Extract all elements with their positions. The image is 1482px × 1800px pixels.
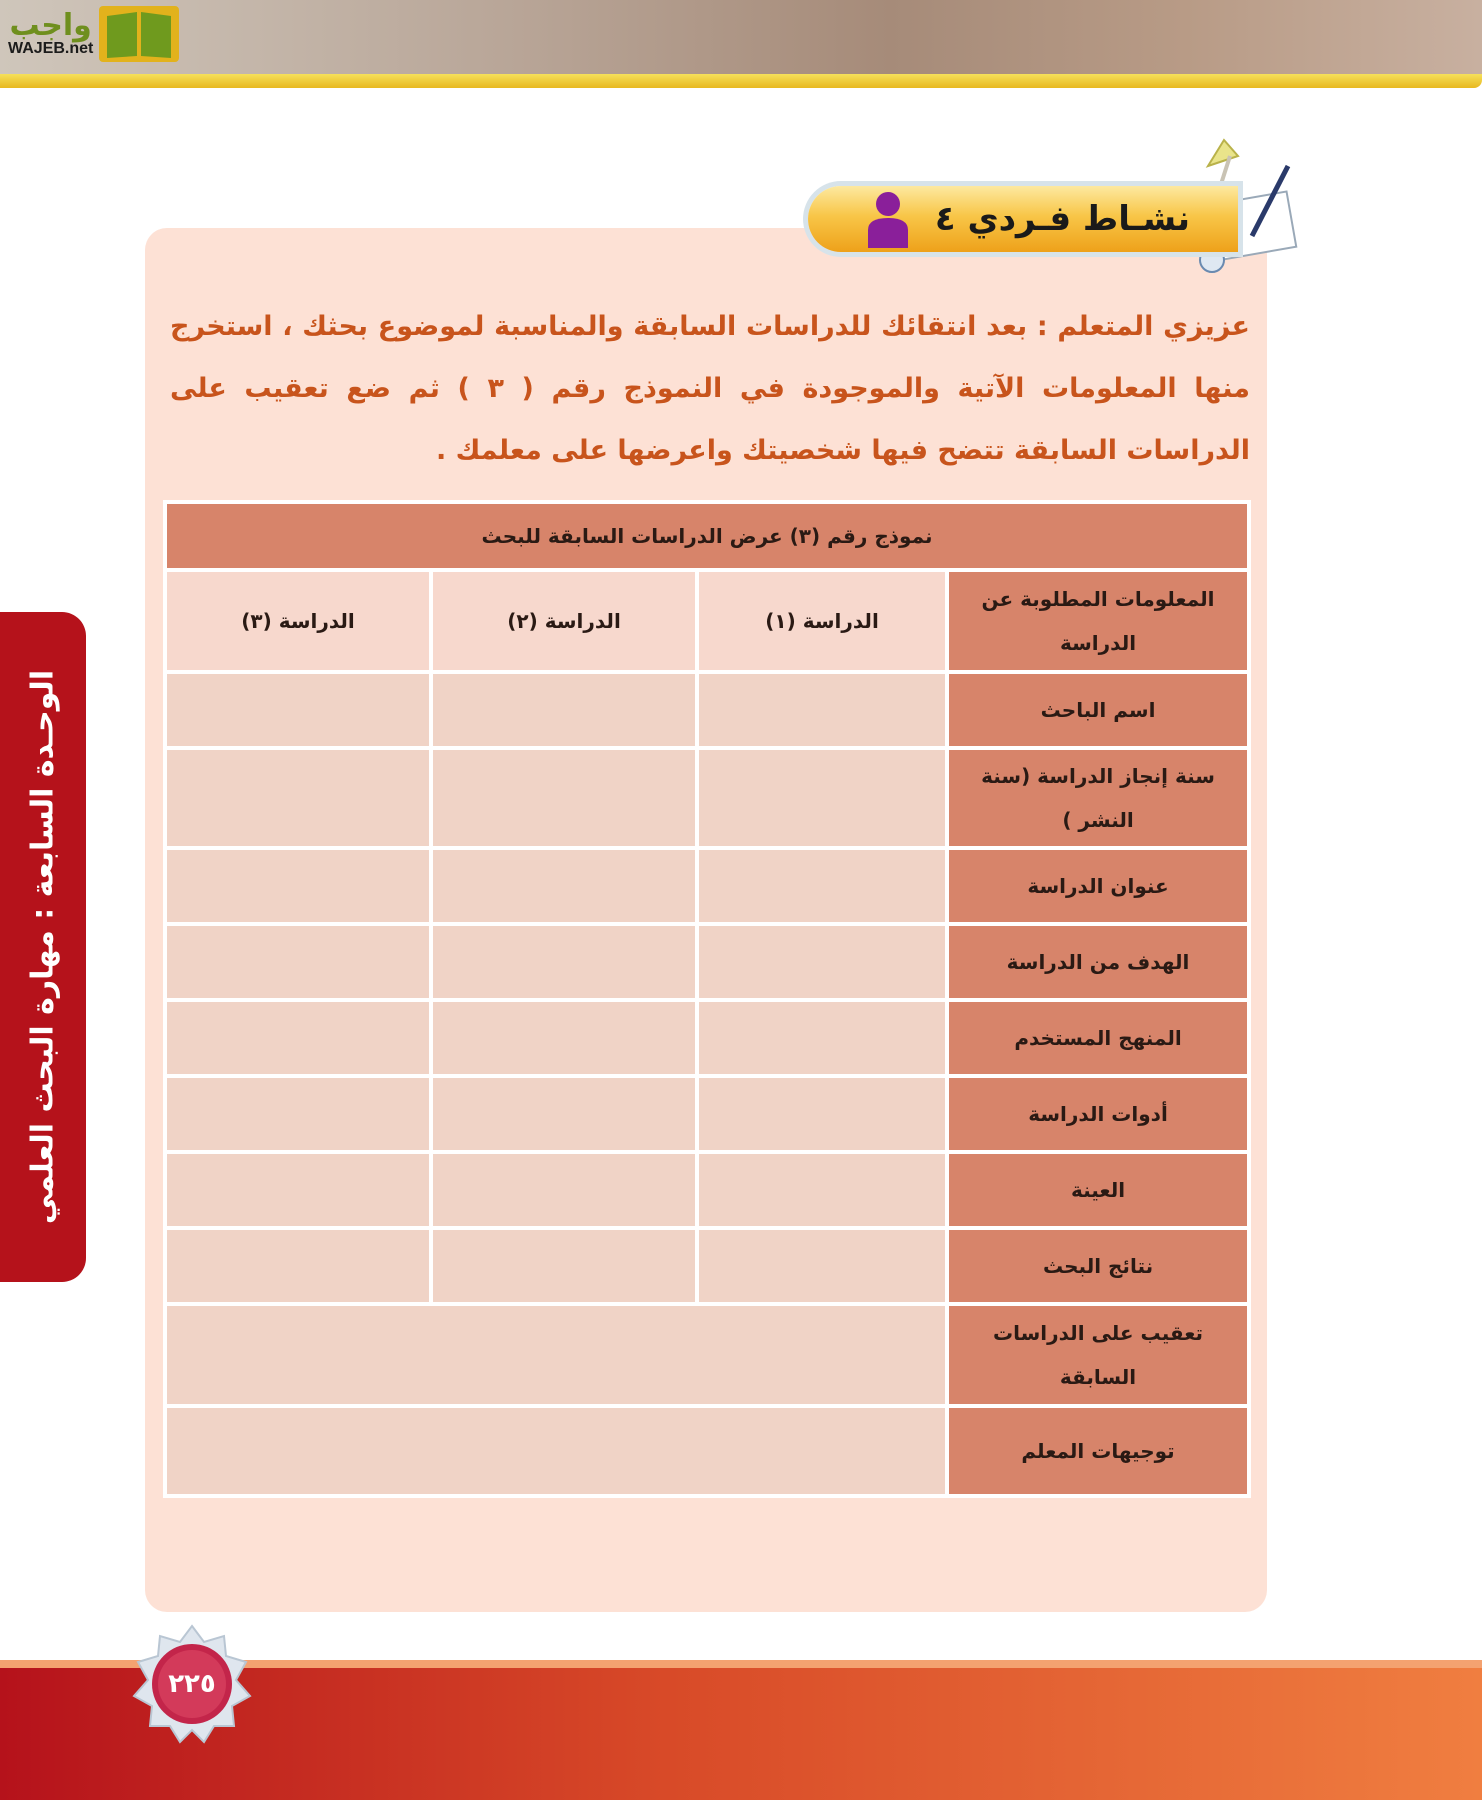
row-label-researcher: اسم الباحث: [947, 672, 1249, 748]
study-1-header: الدراسة (١): [697, 570, 947, 672]
row-label-year: سنة إنجاز الدراسة (سنة النشر ): [947, 748, 1249, 848]
entry-cell[interactable]: [165, 1076, 431, 1152]
person-icon: [864, 190, 912, 248]
row-label-title: عنوان الدراسة: [947, 848, 1249, 924]
entry-cell[interactable]: [697, 672, 947, 748]
entry-cell[interactable]: [165, 1000, 431, 1076]
study-2-header: الدراسة (٢): [431, 570, 697, 672]
teacher-notes-entry-cell[interactable]: [165, 1406, 947, 1496]
table-row: [165, 1228, 1249, 1304]
study-3-header: الدراسة (٣): [165, 570, 431, 672]
commentary-entry-cell[interactable]: [165, 1304, 947, 1406]
table-row: [165, 1000, 1249, 1076]
entry-cell[interactable]: [165, 748, 431, 848]
previous-studies-form: [163, 500, 1251, 1498]
entry-cell[interactable]: [165, 924, 431, 1000]
logo-text: [8, 8, 94, 57]
entry-cell[interactable]: [165, 1152, 431, 1228]
entry-cell[interactable]: [431, 924, 697, 1000]
entry-cell[interactable]: [431, 672, 697, 748]
wajeb-logo[interactable]: [8, 6, 179, 62]
entry-cell[interactable]: [697, 1152, 947, 1228]
form-caption-row: [165, 502, 1249, 570]
row-label-results: نتائج البحث: [947, 1228, 1249, 1304]
table-row: [165, 848, 1249, 924]
top-header-line: [0, 74, 1482, 88]
row-label-method: المنهج المستخدم: [947, 1000, 1249, 1076]
activity-title: نشـاط فـردي ٤: [934, 199, 1190, 239]
entry-cell[interactable]: [165, 1228, 431, 1304]
unit-side-title: الوحـدة السابعة : مهارة البحث العلمي: [25, 669, 61, 1225]
form-caption: نموذج رقم (٣) عرض الدراسات السابقة للبحث: [165, 502, 1249, 570]
book-icon: [99, 6, 179, 62]
row-label-commentary: تعقيب على الدراسات السابقة: [947, 1304, 1249, 1406]
table-row: [165, 1406, 1249, 1496]
table-row: [165, 1152, 1249, 1228]
table-row: [165, 748, 1249, 848]
entry-cell[interactable]: [697, 924, 947, 1000]
logo-arabic: واجب: [9, 8, 92, 43]
entry-cell[interactable]: [431, 1000, 697, 1076]
table-row: [165, 1304, 1249, 1406]
row-label-goal: الهدف من الدراسة: [947, 924, 1249, 1000]
entry-cell[interactable]: [431, 1076, 697, 1152]
entry-cell[interactable]: [431, 848, 697, 924]
top-header-band: [0, 0, 1482, 76]
entry-cell[interactable]: [431, 748, 697, 848]
entry-cell[interactable]: [697, 1000, 947, 1076]
intro-instructions: عزيزي المتعلم : بعد انتقائك للدراسات السابقة والمناسبة لموضوع بحثك ، استخرج منها المعلومات الآتية والموجودة في النموذج رقم ( ٣ ) ثم ضع تعقيب على الدراسات السابقة تتضح فيها شخصيتك واعرضها على معلمك .: [170, 311, 1250, 466]
row-label-sample: العينة: [947, 1152, 1249, 1228]
entry-cell[interactable]: [165, 848, 431, 924]
table-row: [165, 672, 1249, 748]
logo-latin: WAJEB.net: [8, 40, 94, 57]
entry-cell[interactable]: [697, 1228, 947, 1304]
row-label-teacher-notes: توجيهات المعلم: [947, 1406, 1249, 1496]
entry-cell[interactable]: [697, 1076, 947, 1152]
form-header-row: [165, 570, 1249, 672]
entry-cell[interactable]: [697, 748, 947, 848]
table-row: [165, 1076, 1249, 1152]
entry-cell[interactable]: [697, 848, 947, 924]
row-label-tools: أدوات الدراسة: [947, 1076, 1249, 1152]
entry-cell[interactable]: [431, 1152, 697, 1228]
required-info-header: المعلومات المطلوبة عن الدراسة: [947, 570, 1249, 672]
page-number: ٢٢٥: [168, 1669, 216, 1699]
table-row: [165, 924, 1249, 1000]
entry-cell[interactable]: [165, 672, 431, 748]
entry-cell[interactable]: [431, 1228, 697, 1304]
